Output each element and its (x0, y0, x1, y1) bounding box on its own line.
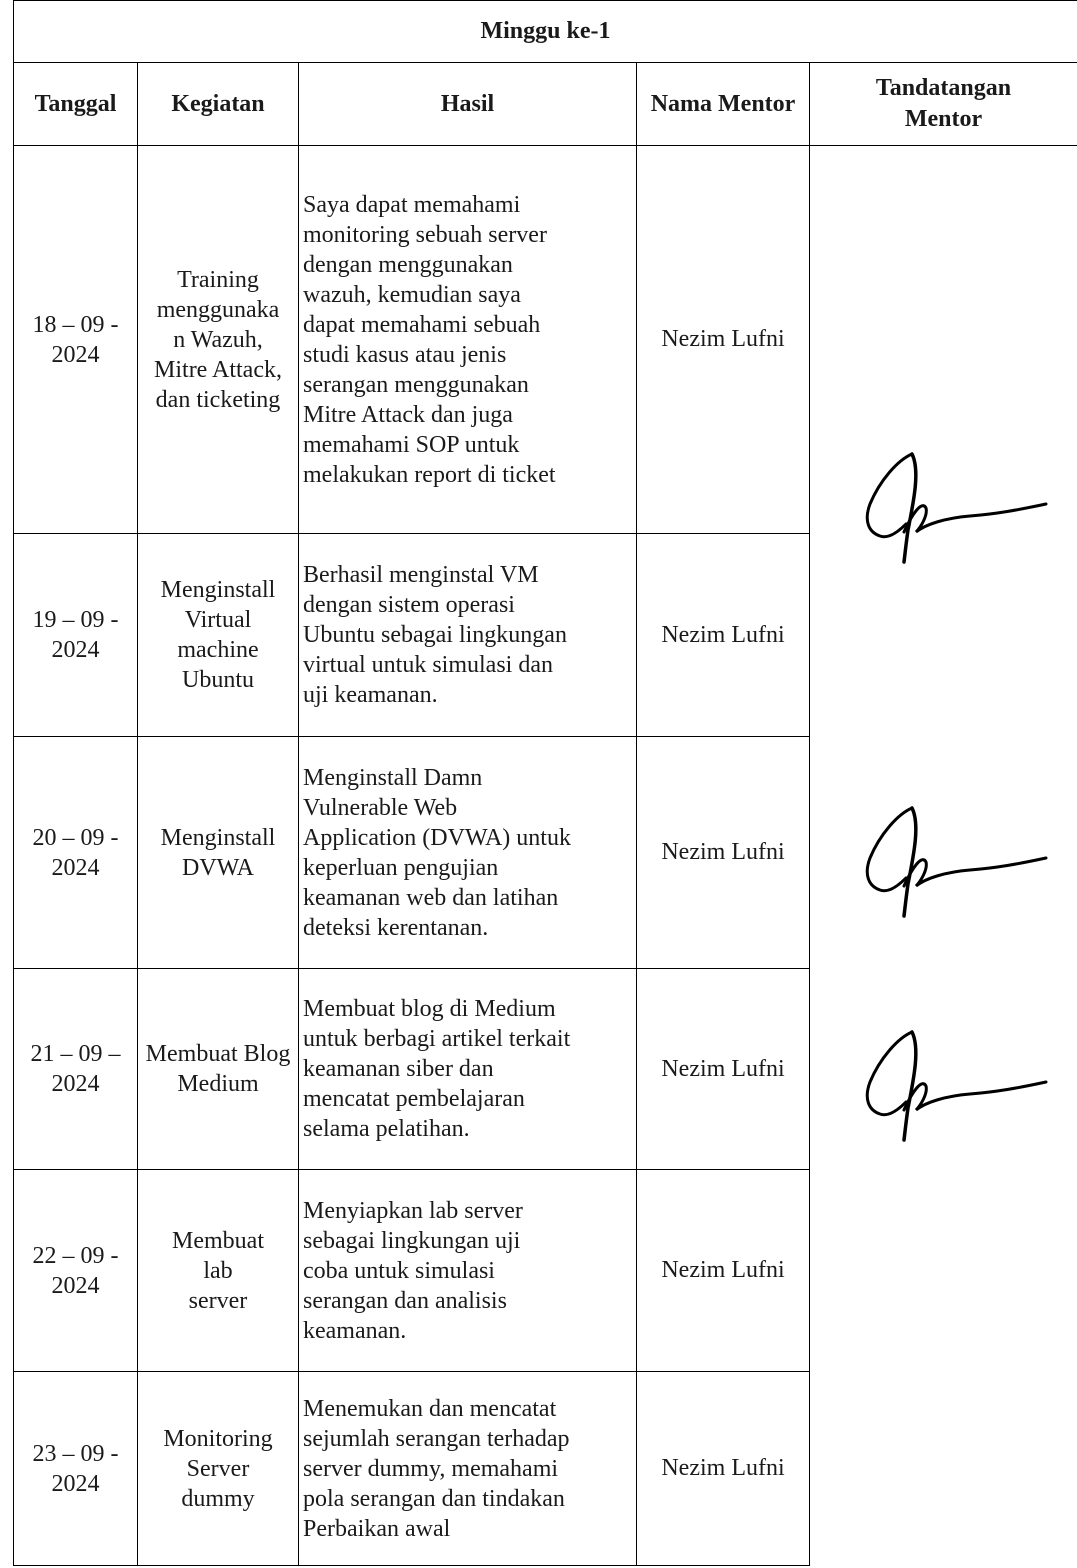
result-line: melakukan report di ticket (303, 461, 556, 488)
activity-line: Menginstall (160, 577, 276, 603)
weekly-activity-log (13, 0, 1077, 1568)
activity-line: machine (177, 637, 259, 663)
date-line: 2024 (51, 854, 100, 881)
signature-cell (810, 146, 1077, 1566)
result-line: Mitre Attack dan juga (303, 401, 513, 428)
mentor-cell: Nezim Lufni (637, 737, 810, 969)
result-line: mencatat pembelajaran (303, 1086, 525, 1112)
mentor-signature-3 (850, 1018, 1050, 1148)
result-line: monitoring sebuah server (303, 221, 547, 248)
result-cell (299, 969, 637, 1170)
result-line: keamanan siber dan (303, 1056, 494, 1082)
activity-line: Server (186, 1455, 250, 1482)
result-line: dapat memahami sebuah (303, 311, 541, 338)
date-cell (14, 1170, 138, 1372)
result-cell (299, 534, 637, 737)
result-cell (299, 146, 637, 534)
result-line: Menemukan dan mencatat (303, 1395, 557, 1422)
header-date: Tanggal (14, 63, 138, 146)
date-line: 2024 (51, 1470, 100, 1497)
result-line: Berhasil menginstal VM (303, 562, 539, 588)
result-cell (299, 1372, 637, 1566)
mentor-cell: Nezim Lufni (637, 534, 810, 737)
date-cell (14, 1372, 138, 1566)
mentor-cell: Nezim Lufni (637, 146, 810, 534)
activity-line: menggunaka (156, 296, 280, 323)
mentor-signature-2 (850, 794, 1050, 924)
result-line: Ubuntu sebagai lingkungan (303, 622, 567, 648)
date-line: 2024 (51, 1071, 100, 1097)
header-activity: Kegiatan (138, 63, 299, 146)
activity-cell (138, 969, 299, 1170)
result-line: Menyiapkan lab server (303, 1197, 523, 1224)
date-cell (14, 146, 138, 534)
date-line: 2024 (51, 637, 100, 663)
result-line: Menginstall Damn (303, 764, 483, 791)
activity-line: Membuat (172, 1227, 264, 1254)
activity-line: Monitoring (163, 1425, 273, 1452)
result-line: coba untuk simulasi (303, 1257, 495, 1284)
result-line: sebagai lingkungan uji (303, 1227, 521, 1254)
activity-cell (138, 1372, 299, 1566)
table-row (14, 146, 1077, 534)
header-signature (810, 63, 1077, 146)
activity-cell (138, 1170, 299, 1372)
result-line: deteksi kerentanan. (303, 914, 489, 941)
activity-line: Mitre Attack, (154, 356, 282, 383)
result-line: memahami SOP untuk (303, 431, 520, 458)
date-line: 2024 (51, 341, 100, 368)
result-line: serangan menggunakan (303, 371, 529, 398)
result-line: wazuh, kemudian saya (303, 281, 521, 308)
header-result: Hasil (299, 63, 637, 146)
header-signature-line1: Tandatangan (875, 75, 1012, 101)
result-line: selama pelatihan. (303, 1116, 470, 1142)
activity-line: Membuat Blog (145, 1041, 291, 1067)
date-cell (14, 534, 138, 737)
result-line: studi kasus atau jenis (303, 341, 507, 368)
activity-line: Virtual (184, 607, 252, 633)
header-mentor: Nama Mentor (637, 63, 810, 146)
result-line: uji keamanan. (303, 682, 438, 708)
result-line: keamanan web dan latihan (303, 884, 559, 911)
activity-line: Ubuntu (182, 667, 254, 693)
activity-cell (138, 534, 299, 737)
result-line: server dummy, memahami (303, 1455, 559, 1482)
result-cell (299, 737, 637, 969)
activity-line: Medium (177, 1071, 259, 1097)
result-line: virtual untuk simulasi dan (303, 652, 553, 678)
date-line: 21 – 09 – (30, 1041, 121, 1067)
activity-line: lab (203, 1257, 233, 1284)
activity-line: Training (177, 266, 259, 293)
date-line: 18 – 09 - (32, 311, 119, 338)
result-line: sejumlah serangan terhadap (303, 1425, 570, 1452)
date-line: 22 – 09 - (32, 1242, 119, 1269)
date-line: 2024 (51, 1272, 100, 1299)
activity-line: dan ticketing (155, 386, 281, 413)
result-line: Vulnerable Web (303, 794, 458, 821)
result-line: dengan sistem operasi (303, 592, 515, 618)
result-line: Membuat blog di Medium (303, 996, 556, 1022)
mentor-cell: Nezim Lufni (637, 969, 810, 1170)
date-cell (14, 969, 138, 1170)
result-cell (299, 1170, 637, 1372)
week-title: Minggu ke-1 (14, 1, 1077, 63)
result-line: untuk berbagi artikel terkait (303, 1026, 571, 1052)
result-line: Application (DVWA) untuk (303, 824, 571, 851)
result-line: Perbaikan awal (303, 1515, 451, 1542)
result-line: Saya dapat memahami (303, 191, 521, 218)
mentor-cell: Nezim Lufni (637, 1372, 810, 1566)
activity-table (13, 0, 1077, 1566)
date-line: 20 – 09 - (32, 824, 119, 851)
header-signature-line2: Mentor (904, 106, 983, 132)
result-line: dengan menggunakan (303, 251, 513, 278)
activity-line: n Wazuh, (173, 326, 263, 353)
date-line: 23 – 09 - (32, 1440, 119, 1467)
activity-line: DVWA (182, 854, 254, 881)
date-line: 19 – 09 - (32, 607, 119, 633)
activity-line: server (188, 1287, 248, 1314)
activity-cell (138, 737, 299, 969)
date-cell (14, 737, 138, 969)
result-line: keamanan. (303, 1317, 407, 1344)
activity-cell (138, 146, 299, 534)
result-line: serangan dan analisis (303, 1287, 507, 1314)
mentor-signature-1 (850, 440, 1050, 570)
result-line: pola serangan dan tindakan (303, 1485, 565, 1512)
mentor-cell: Nezim Lufni (637, 1170, 810, 1372)
activity-line: Menginstall (160, 824, 276, 851)
activity-line: dummy (181, 1485, 255, 1512)
result-line: keperluan pengujian (303, 854, 499, 881)
